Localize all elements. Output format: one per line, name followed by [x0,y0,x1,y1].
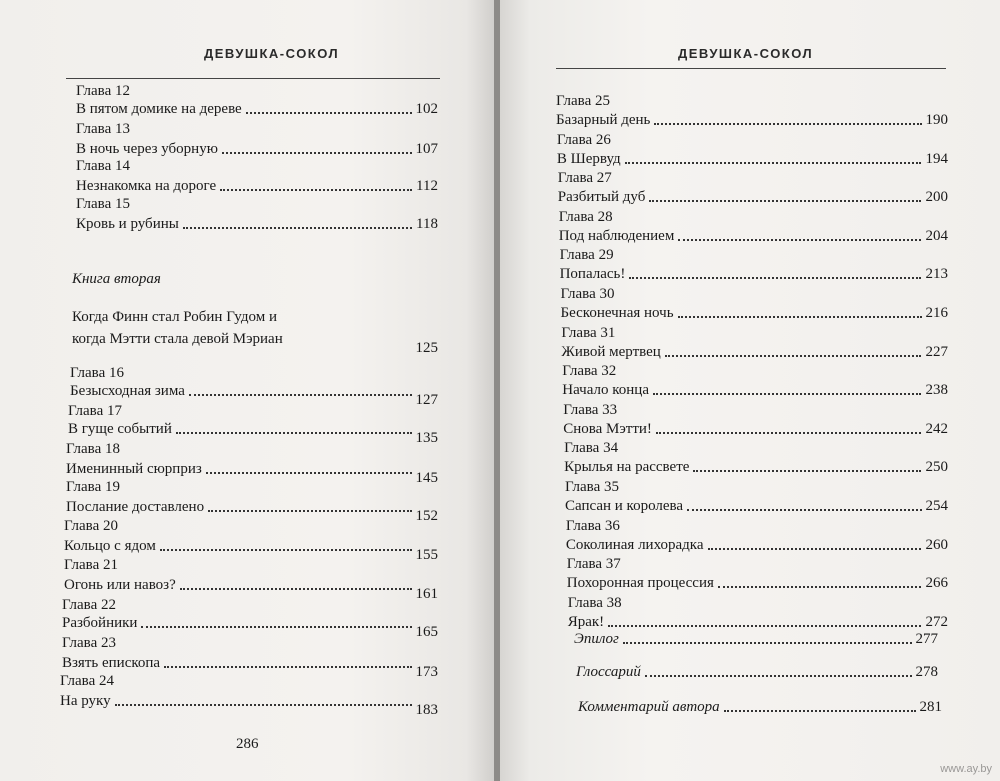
toc-page-number: 165 [415,624,438,640]
toc-page-number: 266 [925,575,948,592]
leader-dots [629,276,921,279]
toc-title: Незнакомка на дороге [76,178,217,194]
toc-page-number: 238 [925,382,948,399]
toc-entry [70,382,438,408]
toc-entry [66,498,438,524]
toc-entry-epilogue [574,630,938,648]
chapter-label: Глава 20 [64,518,118,534]
toc-title: Под наблюдением [558,227,675,244]
toc-page-number: 272 [925,613,948,630]
toc-title: Базарный день [556,112,651,128]
leader-dots [623,641,912,644]
chapter-label: Глава 31 [561,324,616,341]
toc-entry [562,381,948,399]
toc-entry [72,330,438,356]
leader-dots [665,354,922,357]
toc-entry-glossary [576,663,938,681]
toc-title: Разбойники [62,615,138,631]
leader-dots [246,111,412,114]
toc-page-number: 183 [415,702,438,718]
chapter-label: Глава 38 [567,594,622,611]
leader-dots [653,392,921,395]
watermark: www.ay.by [940,763,992,775]
chapter-label: Глава 18 [66,441,120,457]
toc-entry [62,654,438,680]
chapter-label: Глава 28 [558,208,613,225]
leader-dots [164,665,411,668]
toc-entry [556,111,948,129]
toc-entry [558,188,948,206]
toc-title: Послание доставлено [66,499,205,515]
toc-page-number: 102 [415,101,438,117]
toc-entry [563,420,948,438]
toc-entry [76,177,438,195]
left-header-rule [66,78,440,79]
toc-entry [557,150,948,168]
leader-dots [687,508,921,511]
chapter-label: Глава 12 [76,83,130,99]
leader-dots [220,188,412,191]
book-intro-line: Когда Финн стал Робин Гудом и [72,309,277,325]
toc-entry [564,458,948,476]
chapter-label: Глава 13 [76,121,130,137]
toc-title: Кольцо с ядом [64,538,156,554]
chapter-label: Глава 21 [64,557,118,573]
toc-title: Начало конца [562,382,649,399]
chapter-label: Глава 22 [62,597,116,613]
toc-title: Эпилог [574,631,619,647]
leader-dots [678,238,921,241]
leader-dots [654,122,921,125]
chapter-label: Глава 37 [566,556,621,573]
chapter-label: Глава 34 [564,440,619,457]
leader-dots [206,471,412,474]
leader-dots [180,587,412,590]
toc-entry-author-note [578,698,942,716]
chapter-label: Глава 32 [562,363,617,380]
chapter-label: Глава 17 [68,403,122,419]
toc-page-number: 278 [915,664,938,680]
right-header-rule [556,68,946,69]
toc-page-number: 127 [415,392,438,408]
toc-page-number: 145 [415,470,438,486]
toc-title: На руку [60,693,111,709]
toc-page-number: 254 [925,498,948,514]
toc-title: Снова Мэтти! [563,420,652,437]
toc-page-number: 242 [925,420,948,437]
toc-title: Взять епископа [62,655,161,671]
toc-entry [568,613,948,631]
leader-dots [656,431,922,434]
leader-dots [678,315,922,318]
chapter-label: Глава 25 [556,93,610,109]
toc-title: В ночь через уборную [76,141,218,157]
toc-page-number: 260 [925,536,948,553]
toc-entry [559,227,948,245]
toc-page-number: 190 [925,112,948,128]
toc-page-number: 281 [919,699,942,715]
chapter-label: Глава 33 [563,401,618,418]
toc-title: Живой мертвец [561,343,661,360]
leader-dots [649,199,921,202]
toc-page-number: 213 [925,266,948,283]
toc-entry [561,304,949,322]
toc-page-number: 277 [915,631,938,647]
chapter-label: Глава 29 [559,247,614,264]
toc-entry [565,497,948,515]
chapter-label: Глава 35 [565,479,619,495]
toc-page-number: 152 [415,508,438,524]
leader-dots [693,469,921,472]
toc-title: В пятом домике на дереве [76,101,242,117]
toc-page-number: 250 [925,459,948,476]
toc-title: Безысходная зима [70,383,185,399]
leader-dots [608,624,921,627]
chapter-label: Глава 15 [76,196,130,212]
leader-dots [160,548,412,551]
toc-page-number: 173 [415,664,438,680]
toc-title: Именинный сюрприз [66,461,202,477]
toc-entry [62,614,438,640]
book-heading: Книга вторая [72,271,161,287]
toc-page-number: 125 [415,340,438,356]
toc-entry [561,343,948,361]
toc-title: Глоссарий [576,664,641,680]
chapter-label: Глава 16 [70,365,124,381]
chapter-label: Глава 26 [556,131,611,148]
leader-dots [625,161,922,164]
toc-title: Комментарий автора [578,699,720,715]
left-page [0,0,496,781]
chapter-label: Глава 24 [60,673,114,689]
leader-dots [718,585,922,588]
toc-entry [76,215,438,233]
toc-entry [64,537,438,563]
toc-title: Бесконечная ночь [560,305,674,321]
toc-title: В гуще событий [68,421,172,437]
leader-dots [645,674,912,677]
toc-page-number: 227 [925,343,948,360]
toc-page-number: 200 [925,189,948,206]
toc-title: Кровь и рубины [76,216,179,232]
toc-page-number: 112 [416,178,438,194]
right-page [500,0,1000,781]
toc-entry [76,140,438,158]
chapter-label: Глава 36 [565,517,620,534]
chapter-label: Глава 14 [76,158,130,174]
toc-page-number: 194 [925,150,948,167]
chapter-label: Глава 30 [560,286,615,302]
toc-title: Разбитый дуб [557,189,646,206]
leader-dots [176,431,412,434]
toc-entry [66,460,438,486]
toc-page-number: 135 [415,430,438,446]
toc-entry [60,692,438,718]
toc-page-number: 118 [416,216,438,232]
right-running-head: ДЕВУШКА-СОКОЛ [678,46,814,61]
toc-page-number: 161 [415,586,438,602]
toc-title: Сапсан и королева [565,498,684,514]
toc-entry [64,576,438,602]
toc-title: Попалась! [559,266,626,283]
leader-dots [222,151,412,154]
toc-entry [566,536,948,554]
toc-page-number: 155 [415,547,438,563]
leader-dots [141,625,411,628]
toc-title: когда Мэтти стала девой Мэриан [72,331,283,347]
chapter-label: Глава 19 [66,479,120,495]
leader-dots [208,509,411,512]
toc-page-number: 216 [925,305,948,321]
left-running-head: ДЕВУШКА-СОКОЛ [204,46,340,61]
leader-dots [189,393,412,396]
toc-title: В Шервуд [556,150,621,167]
chapter-label: Глава 23 [62,635,116,651]
toc-title: Крылья на рассвете [564,459,690,476]
toc-entry [567,574,948,592]
chapter-label: Глава 27 [557,170,612,187]
leader-dots [708,547,922,550]
toc-title: Огонь или навоз? [64,577,176,593]
page-number: 286 [236,736,259,752]
toc-page-number: 204 [925,227,948,244]
toc-entry [560,265,948,283]
leader-dots [115,703,412,706]
leader-dots [724,709,916,712]
toc-entry [68,420,438,446]
leader-dots [183,226,412,229]
toc-title: Соколиная лихорадка [565,536,704,553]
toc-title: Ярак! [567,613,605,630]
toc-entry [76,100,438,118]
toc-title: Похоронная процессия [566,575,714,592]
toc-page-number: 107 [415,141,438,157]
